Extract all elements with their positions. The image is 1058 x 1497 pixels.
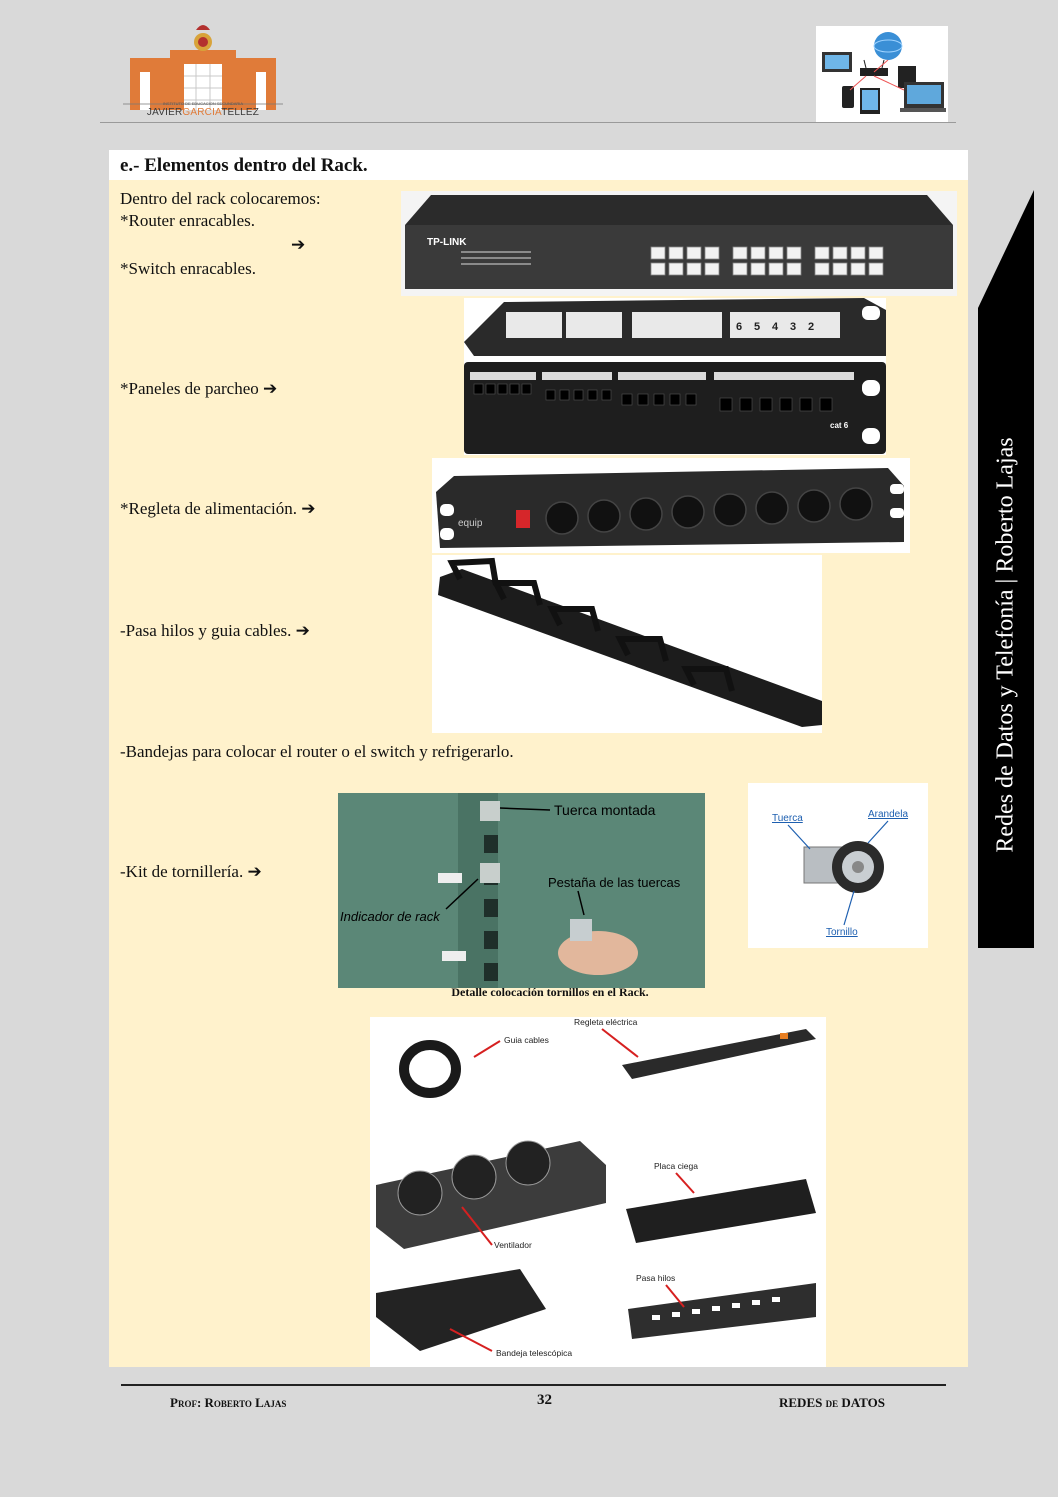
footer-rule (121, 1384, 946, 1386)
footer-author: Prof: Roberto Lajas (170, 1395, 287, 1410)
power-strip-image (432, 458, 910, 553)
school-name: JAVIERGARCIATELLEZ (146, 107, 260, 118)
section-title: e.- Elementos dentro del Rack. (120, 155, 368, 176)
patch-number: 6 (736, 321, 743, 333)
label-bandeja-telescopica: Bandeja telescópica (496, 1348, 573, 1358)
label-rack-indicator: Indicador de rack (340, 909, 440, 924)
header-rule (100, 122, 956, 123)
trays-item: -Bandejas para colocar el router o el switch y refrigerarlo. (120, 742, 514, 761)
intro-text: Dentro del rack colocaremos: (120, 189, 321, 208)
cable-guide-image (432, 555, 822, 733)
patch-category: cat 6 (830, 421, 849, 430)
label-washer: Arandela (868, 809, 909, 820)
switch-brand: TP-LINK (427, 237, 467, 248)
power-brand: equip (458, 518, 483, 529)
rack-nut-image (338, 793, 705, 988)
router-item: *Router enracables. (120, 211, 255, 230)
switch-item: *Switch enracables. (120, 259, 256, 278)
label-regleta-electrica: Regleta eléctrica (574, 1017, 638, 1027)
sidebar-label (978, 190, 1034, 948)
label-nut: Tuerca (772, 813, 803, 824)
screw-image (748, 783, 928, 948)
label-nut-mounted: Tuerca montada (554, 802, 656, 818)
label-screw: Tornillo (826, 927, 858, 938)
accessories-image (370, 1017, 826, 1367)
patch-panel-item: *Paneles de parcheo ➔ (120, 379, 278, 398)
patch-number: 4 (772, 321, 779, 333)
footer-subject: REDES de DATOS (779, 1395, 885, 1410)
switch-image (401, 191, 957, 296)
network-illustration (816, 26, 948, 122)
label-nut-tab: Pestaña de las tuercas (548, 875, 681, 890)
footer-page-number: 32 (537, 1392, 552, 1408)
power-strip-item: *Regleta de alimentación. ➔ (120, 499, 316, 518)
label-guia-cables: Guia cables (504, 1035, 549, 1045)
school-small-text: INSTITUTO DE EDUCACION SECUNDARIA (162, 101, 244, 106)
label-ventilador: Ventilador (494, 1240, 532, 1250)
router-arrow: ➔ (291, 235, 306, 254)
label-placa-ciega: Placa ciega (654, 1161, 698, 1171)
patch-number: 2 (808, 321, 815, 333)
figure-caption: Detalle colocación tornillos en el Rack. (451, 985, 649, 999)
patch-panel-image (464, 298, 886, 455)
cable-guide-item: -Pasa hilos y guia cables. ➔ (120, 621, 310, 640)
label-pasa-hilos: Pasa hilos (636, 1273, 676, 1283)
screw-kit-item: -Kit de tornillería. ➔ (120, 862, 262, 881)
sidebar-text: Redes de Datos y Telefonía | Roberto Lajas (992, 437, 1019, 853)
patch-number: 3 (790, 321, 797, 333)
patch-number: 5 (754, 321, 761, 333)
